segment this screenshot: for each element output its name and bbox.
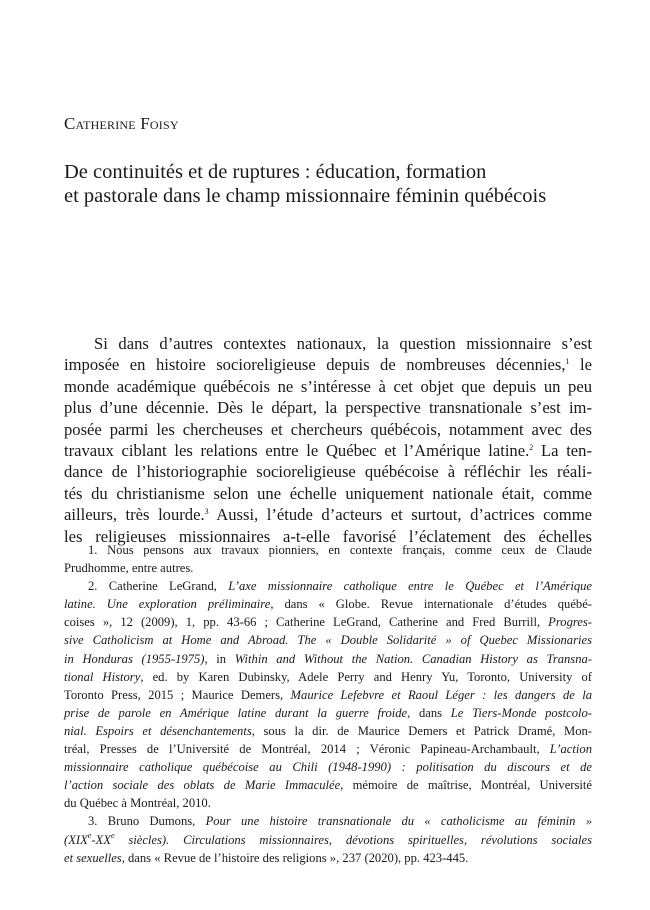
footnote-2-line: nial. Espoirs et désenchantements, sous la dir. de Maurice Demers et Patrick Dramé, Mon-	[64, 723, 592, 738]
footnote-3-line: et sexuelles, dans « Revue de l’histoire des religions », 237 (2020), pp. 423-445.	[64, 850, 469, 865]
author-last-name: Foisy	[140, 114, 179, 133]
footnote-2-line: sive Catholicism at Home and Abroad. The « Double Solidarité » of Quebec Missionaries	[64, 633, 592, 648]
body-line: monde académique québécois ne s’intéresse à cet objet que depuis un peu	[64, 376, 592, 396]
body-line: ailleurs, très lourde.$^3$ Aussi, l’étude d’acteurs et surtout, d’actrices comme	[64, 505, 592, 525]
footnotes	[64, 541, 592, 867]
footnote-2-line: tréal, Presses de l’Université de Montréal, 2014 ; Véronic Papineau-Archambault, L’action	[64, 742, 592, 757]
body-line: Si dans d’autres contextes nationaux, la question missionnaire s’est	[94, 334, 592, 353]
footnote-2-line: Toronto Press, 2015 ; Maurice Demers, Maurice Lefebvre et Raoul Léger : les dangers de la	[64, 687, 592, 702]
body-line: les religieuses missionnaires a-t-elle favorisé l’éclatement des échelles	[64, 526, 592, 546]
title-line: De continuités et de ruptures : éducation, formation	[64, 161, 487, 183]
chapter-title	[64, 160, 604, 208]
footnote-2-line: coises », 12 (2009), 1, pp. 43-66 ; Catherine LeGrand, Catherine and Fred Burrill, Progres-	[64, 615, 592, 630]
body-line: travaux ciblant les relations entre le Québec et l’Amérique latine.$^2$ La ten-	[64, 440, 592, 460]
footnote-marker: 2	[529, 442, 534, 452]
body-paragraph	[64, 333, 592, 547]
footnote-1-line: Prudhomme, entre autres.	[64, 561, 194, 576]
footnote-3-line: (XIXe-XXe siècles). Circulations missionnaires, dévotions spirituelles, révolutions sociales	[64, 830, 592, 847]
body-line: plus d’une décennie. Dès le départ, la perspective transnationale s’est im-	[64, 398, 592, 418]
footnote-2-line: missionnaire catholique québécoise au Chili (1948-1990) : politisation du discours et de	[64, 760, 592, 775]
footnote-marker: 1	[565, 357, 570, 367]
footnote-2-line: l’action sociale des oblats de Marie Immaculée, mémoire de maîtrise, Montréal, Université	[64, 778, 592, 793]
chapter-author	[64, 114, 179, 134]
body-line: tés du christianisme selon une échelle uniquement nationale était, comme	[64, 483, 592, 503]
footnote-3-line: 3. Bruno Dumons, Pour une histoire transnationale du « catholicisme au féminin »	[88, 814, 592, 829]
body-line: imposée en histoire socioreligieuse depuis de nombreuses décennies,$^1$ le	[64, 355, 592, 375]
footnote-2-line: 2. Catherine LeGrand, L’axe missionnaire catholique entre le Québec et l’Amérique	[88, 579, 592, 594]
footnote-2-line: in Honduras (1955-1975), in Within and Without the Nation. Canadian History as Transna-	[64, 651, 592, 666]
footnote-2-line: du Québec à Montréal, 2010.	[64, 796, 211, 811]
footnote-2-line: latine. Une exploration préliminaire, dans « Globe. Revue internationale d’études québé-	[64, 597, 592, 612]
body-line: dance de l’historiographie socioreligieuse québécoise à réfléchir les réali-	[64, 462, 592, 482]
author-first-name: Catherine	[64, 114, 136, 133]
footnote-2-line: tional History, ed. by Karen Dubinsky, Adele Perry and Henry Yu, Toronto, University of	[64, 669, 592, 684]
footnote-1-line: 1. Nous pensons aux travaux pionniers, en contexte français, comme ceux de Claude	[88, 543, 592, 557]
footnote-marker: 3	[204, 507, 209, 517]
body-line: posée parmi les chercheuses et chercheurs québécois, notamment avec des	[64, 419, 592, 439]
title-line: et pastorale dans le champ missionnaire féminin québécois	[64, 185, 547, 207]
footnote-2-line: prise de parole en Amérique latine durant la guerre froide, dans Le Tiers-Monde postcolo-	[64, 705, 592, 720]
